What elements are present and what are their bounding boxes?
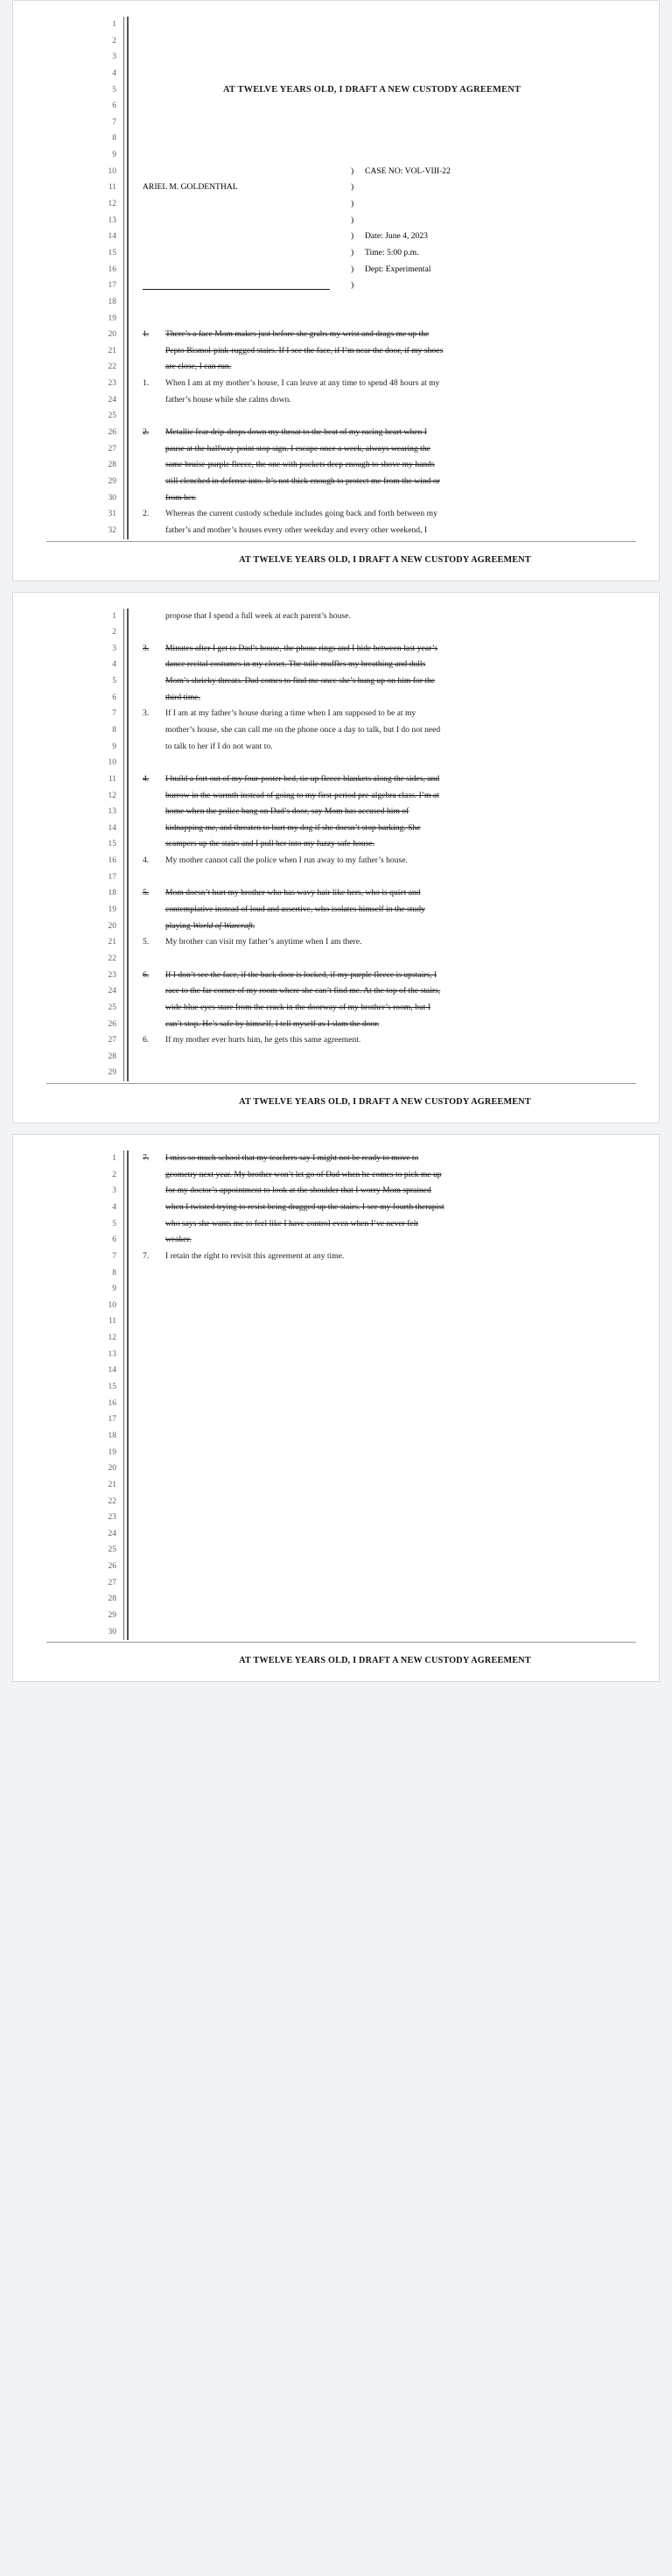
line-text: Mom doesn’t hurt my brother who has wavy hair like hers, who is quiet and bbox=[165, 888, 421, 898]
blank-line bbox=[143, 1510, 633, 1526]
blank-line bbox=[143, 17, 633, 33]
caption-party bbox=[143, 229, 351, 245]
struck-paragraph-line bbox=[143, 771, 633, 788]
line-number: 17 bbox=[108, 872, 116, 882]
blank-line bbox=[143, 1281, 633, 1298]
line-text: same bruise-purple fleece, the one with pockets deep enough to shove my hands bbox=[165, 460, 435, 470]
blank-line bbox=[143, 1494, 633, 1510]
agreement-paragraph-line bbox=[143, 722, 633, 739]
line-number: 2 bbox=[112, 628, 116, 637]
caption-detail: Time: 5:00 p.m. bbox=[365, 247, 419, 257]
line-number: 9 bbox=[112, 1284, 116, 1294]
line-text: weaker. bbox=[165, 1235, 192, 1245]
line-number: 15 bbox=[108, 840, 116, 849]
line-number: 30 bbox=[108, 1627, 116, 1636]
list-number: 6. bbox=[143, 1035, 150, 1045]
line-text: If my mother ever hurts him, he gets this same agreement. bbox=[165, 1035, 361, 1045]
caption-detail: Date: June 4, 2023 bbox=[365, 231, 428, 242]
line-number: 8 bbox=[112, 725, 116, 735]
line-number: 18 bbox=[108, 889, 116, 898]
caption-party: ARIEL M. GOLDENTHAL bbox=[143, 182, 238, 193]
line-number: 14 bbox=[108, 823, 116, 833]
blank-line bbox=[143, 1330, 633, 1347]
pleading-rule-outer bbox=[123, 609, 124, 1082]
line-text: are close, I can run. bbox=[165, 362, 232, 372]
line-number: 17 bbox=[108, 281, 116, 291]
blank-line bbox=[143, 1624, 633, 1641]
struck-paragraph-line bbox=[143, 1151, 633, 1167]
line-number-gutter bbox=[32, 17, 120, 539]
line-number: 29 bbox=[108, 1068, 116, 1078]
line-number: 27 bbox=[108, 1036, 116, 1045]
line-text: for my doctor’s appointment to look at the shoulder that I worry Mom sprained bbox=[165, 1186, 431, 1196]
struck-paragraph-line bbox=[143, 918, 633, 935]
agreement-paragraph-line bbox=[143, 706, 633, 722]
pleading-rule-outer bbox=[123, 1151, 124, 1640]
caption-party bbox=[143, 278, 351, 294]
line-text: My brother can visit my father’s anytime when I am there. bbox=[165, 937, 362, 947]
list-number: 5. bbox=[143, 888, 150, 898]
line-text: Pepto Bismol-pink-rugged stairs. If I see the face, if I’m near the door, if my shoes bbox=[165, 345, 444, 355]
struck-paragraph-line bbox=[143, 788, 633, 805]
caption-detail bbox=[365, 196, 633, 213]
line-number: 10 bbox=[108, 166, 116, 176]
struck-paragraph-line bbox=[143, 425, 633, 441]
blank-line bbox=[143, 98, 633, 115]
line-number: 13 bbox=[108, 215, 116, 225]
line-text: My mother cannot call the police when I run away to my father’s house. bbox=[165, 855, 408, 866]
caption-party bbox=[143, 213, 351, 229]
line-number: 24 bbox=[108, 987, 116, 996]
list-number: 1. bbox=[143, 329, 150, 340]
pleading-rule-inner bbox=[127, 17, 129, 539]
line-number: 15 bbox=[108, 248, 116, 257]
line-number: 4 bbox=[112, 1203, 116, 1212]
blank-line bbox=[143, 1559, 633, 1575]
footer-title: AT TWELVE YEARS OLD, I DRAFT A NEW CUSTODY AGREEMENT bbox=[239, 1656, 531, 1666]
agreement-paragraph-line bbox=[143, 523, 633, 539]
struck-paragraph-line bbox=[143, 457, 633, 474]
caption-row bbox=[143, 196, 633, 213]
blank-line bbox=[143, 1347, 633, 1363]
line-text: scampers up the stairs and I pull her into my fuzzy safe house. bbox=[165, 839, 374, 849]
caption-party bbox=[143, 196, 351, 213]
blank-line bbox=[143, 1362, 633, 1379]
line-number: 2 bbox=[112, 1170, 116, 1179]
pleading-rule-inner bbox=[127, 609, 129, 1082]
struck-paragraph-line bbox=[143, 690, 633, 707]
blank-line bbox=[143, 1313, 633, 1330]
footer-title: AT TWELVE YEARS OLD, I DRAFT A NEW CUSTODY AGREEMENT bbox=[239, 554, 531, 565]
list-number: 7. bbox=[143, 1153, 150, 1164]
line-text: race to the far corner of my room where she can’t find me. At the top of the stairs, bbox=[165, 986, 441, 996]
line-text: When I am at my mother’s house, I can leave at any time to spend 48 hours at my bbox=[165, 378, 440, 389]
line-text: from her. bbox=[165, 492, 197, 503]
list-number: 4. bbox=[143, 855, 150, 866]
line-text: If I don’t see the face, if the back door is locked, if my purple fleece is upstairs, I bbox=[165, 969, 438, 980]
blank-line bbox=[143, 1411, 633, 1428]
line-number: 13 bbox=[108, 807, 116, 817]
line-number: 25 bbox=[108, 412, 116, 421]
page-footer bbox=[32, 1642, 640, 1669]
page-inner bbox=[32, 1151, 640, 1640]
blank-line bbox=[143, 1477, 633, 1494]
line-text: dance recital costumes in my closet. The tulle muffles my breathing and dulls bbox=[165, 659, 426, 670]
line-text: geometry next year. My brother won’t let go of Dad when he comes to pick me up bbox=[165, 1169, 442, 1179]
caption-detail: Dept: Experimental bbox=[365, 264, 431, 274]
line-text: when I twisted trying to resist being dragged up the stairs. I see my fourth therapist bbox=[165, 1202, 444, 1212]
caption-underline bbox=[143, 278, 330, 290]
line-number: 13 bbox=[108, 1349, 116, 1359]
blank-line bbox=[143, 66, 633, 82]
line-number: 23 bbox=[108, 1513, 116, 1523]
page-title: AT TWELVE YEARS OLD, I DRAFT A NEW CUSTODY AGREEMENT bbox=[223, 84, 522, 95]
line-number: 15 bbox=[108, 1383, 116, 1392]
line-text: propose that I spend a full week at each parent’s house. bbox=[165, 610, 351, 621]
blank-line bbox=[143, 1608, 633, 1624]
line-number: 14 bbox=[108, 1366, 116, 1376]
blank-line bbox=[143, 1049, 633, 1066]
caption-detail bbox=[365, 179, 633, 196]
line-number: 1 bbox=[112, 20, 116, 29]
line-number: 23 bbox=[108, 970, 116, 980]
line-number: 5 bbox=[112, 1219, 116, 1228]
struck-paragraph-line bbox=[143, 885, 633, 902]
line-text: third time. bbox=[165, 692, 200, 702]
page-inner bbox=[32, 17, 640, 539]
line-text: kidnapping me, and threaten to hurt my dog if she doesn’t stop barking. She bbox=[165, 822, 421, 833]
line-number: 11 bbox=[108, 1317, 116, 1327]
blank-line bbox=[143, 1298, 633, 1314]
line-number: 6 bbox=[112, 102, 116, 111]
line-text: If I am at my father’s house during a time when I am supposed to be at my bbox=[165, 708, 416, 719]
caption-paren: ) bbox=[351, 264, 354, 274]
line-number: 8 bbox=[112, 134, 116, 144]
blank-line bbox=[143, 1526, 633, 1543]
line-number: 32 bbox=[108, 525, 116, 535]
blank-line bbox=[143, 1065, 633, 1081]
blank-line bbox=[143, 624, 633, 641]
struck-paragraph-line bbox=[143, 327, 633, 343]
line-number: 25 bbox=[108, 1003, 116, 1012]
struck-paragraph-line bbox=[143, 1000, 633, 1017]
agreement-paragraph-line bbox=[143, 1249, 633, 1265]
line-number: 30 bbox=[108, 493, 116, 503]
line-number: 18 bbox=[108, 297, 116, 306]
agreement-paragraph-line bbox=[143, 739, 633, 756]
footer-title: AT TWELVE YEARS OLD, I DRAFT A NEW CUSTODY AGREEMENT bbox=[239, 1097, 531, 1108]
struck-paragraph-line bbox=[143, 657, 633, 673]
line-number: 7 bbox=[112, 1251, 116, 1261]
blank-line bbox=[143, 130, 633, 147]
page-inner bbox=[32, 609, 640, 1082]
pleading-page bbox=[12, 0, 660, 581]
page-body bbox=[130, 609, 640, 1082]
agreement-paragraph-line bbox=[143, 853, 633, 869]
line-number: 8 bbox=[112, 1268, 116, 1277]
line-number: 22 bbox=[108, 954, 116, 963]
caption-paren: ) bbox=[351, 215, 354, 225]
line-number: 11 bbox=[108, 774, 116, 784]
page-footer bbox=[32, 541, 640, 568]
footer-divider bbox=[46, 1083, 636, 1084]
line-number: 27 bbox=[108, 444, 116, 454]
line-number: 6 bbox=[112, 1235, 116, 1245]
line-number: 5 bbox=[112, 85, 116, 95]
line-text: who says she wants me to feel like I have control even when I’ve never felt bbox=[165, 1218, 419, 1228]
line-number: 24 bbox=[108, 395, 116, 405]
line-number: 26 bbox=[108, 1562, 116, 1572]
page-body bbox=[130, 1151, 640, 1640]
caption-row bbox=[143, 278, 633, 294]
blank-line bbox=[143, 311, 633, 327]
blank-line bbox=[143, 33, 633, 50]
blank-line bbox=[143, 1265, 633, 1282]
line-text: I retain the right to revisit this agreement at any time. bbox=[165, 1250, 345, 1261]
struck-paragraph-line bbox=[143, 1017, 633, 1033]
line-number: 21 bbox=[108, 346, 116, 355]
blank-line bbox=[143, 294, 633, 311]
struck-paragraph-line bbox=[143, 490, 633, 507]
line-number: 9 bbox=[112, 742, 116, 751]
struck-paragraph-line bbox=[143, 641, 633, 658]
line-number: 20 bbox=[108, 330, 116, 340]
line-text: to talk to her if I do not want to. bbox=[165, 741, 273, 751]
line-number: 28 bbox=[108, 1594, 116, 1604]
line-number-gutter bbox=[32, 1151, 120, 1640]
line-number: 29 bbox=[108, 476, 116, 486]
line-number: 12 bbox=[108, 1334, 116, 1343]
struck-paragraph-line bbox=[143, 1216, 633, 1233]
line-number: 10 bbox=[108, 1300, 116, 1310]
caption-party bbox=[143, 262, 351, 278]
footer-divider bbox=[46, 541, 636, 542]
line-number: 1 bbox=[112, 1154, 116, 1164]
agreement-paragraph-line bbox=[143, 1032, 633, 1049]
line-text: father’s and mother’s houses every other weekday and every other weekend, I bbox=[165, 524, 428, 535]
line-number: 19 bbox=[108, 905, 116, 915]
struck-paragraph-line bbox=[143, 804, 633, 820]
caption-row bbox=[143, 245, 633, 262]
line-number-gutter bbox=[32, 609, 120, 1082]
line-number: 12 bbox=[108, 200, 116, 209]
line-number: 28 bbox=[108, 461, 116, 470]
struck-paragraph-line bbox=[143, 441, 633, 458]
struck-paragraph-line bbox=[143, 820, 633, 837]
list-number: 4. bbox=[143, 773, 150, 784]
line-number: 31 bbox=[108, 510, 116, 519]
blank-line bbox=[143, 1379, 633, 1396]
line-number: 16 bbox=[108, 264, 116, 274]
blank-line bbox=[143, 755, 633, 771]
struck-paragraph-line bbox=[143, 673, 633, 690]
pleading-rule-outer bbox=[123, 17, 124, 539]
line-text: Whereas the current custody schedule includes going back and forth between my bbox=[165, 509, 438, 519]
line-text: I build a fort out of my four-poster bed, tie up fleece blankets along the sides, and bbox=[165, 773, 440, 784]
blank-line bbox=[143, 147, 633, 164]
line-text: Metallic fear drip-drops down my throat to the beat of my racing heart when I bbox=[165, 427, 427, 438]
struck-paragraph-line bbox=[143, 983, 633, 1000]
line-number: 23 bbox=[108, 379, 116, 389]
line-text: pause at the halfway-point stop sign. I escape once a week, always wearing the bbox=[165, 443, 430, 454]
struck-paragraph-line bbox=[143, 1183, 633, 1200]
page-footer bbox=[32, 1083, 640, 1110]
blank-line bbox=[143, 951, 633, 968]
list-number: 7. bbox=[143, 1250, 150, 1261]
line-number: 26 bbox=[108, 1019, 116, 1029]
agreement-paragraph-line bbox=[143, 609, 633, 625]
list-number: 3. bbox=[143, 643, 150, 653]
line-number: 3 bbox=[112, 53, 116, 62]
caption-paren: ) bbox=[351, 280, 354, 291]
line-text: burrow in the warmth instead of going to my first-period pre-algebra class. I’m at bbox=[165, 790, 439, 800]
caption-paren: ) bbox=[351, 182, 354, 193]
blank-line bbox=[143, 1591, 633, 1608]
caption-row bbox=[143, 262, 633, 278]
line-text: still clenched in defense into. It’s not thick enough to protect me from the wind or bbox=[165, 475, 440, 486]
caption-detail bbox=[365, 278, 633, 294]
list-number: 3. bbox=[143, 708, 150, 719]
line-text: wide blue eyes stare from the crack in the doorway of my brother’s room, but I bbox=[165, 1002, 430, 1012]
line-number: 9 bbox=[112, 151, 116, 160]
blank-line bbox=[143, 1396, 633, 1412]
agreement-paragraph-line bbox=[143, 376, 633, 392]
line-number: 10 bbox=[108, 758, 116, 768]
list-number: 2. bbox=[143, 509, 150, 519]
line-text: Mom’s shrieky threats. Dad comes to find me once she’s hung up on him for the bbox=[165, 676, 436, 686]
line-text: mother’s house, she can call me on the phone once a day to talk, but I do not need bbox=[165, 724, 441, 735]
struck-paragraph-line bbox=[143, 1167, 633, 1184]
line-number: 3 bbox=[112, 644, 116, 653]
line-text: playing World of Warcraft. bbox=[165, 920, 256, 931]
blank-line bbox=[143, 1460, 633, 1477]
list-number: 1. bbox=[143, 378, 150, 389]
line-text: can’t stop. He’s safe by himself, I tell myself as I slam the door. bbox=[165, 1018, 380, 1029]
line-number: 25 bbox=[108, 1545, 116, 1555]
line-number: 20 bbox=[108, 1464, 116, 1474]
page-body bbox=[130, 17, 640, 539]
struck-paragraph-line bbox=[143, 1232, 633, 1249]
caption-paren: ) bbox=[351, 231, 354, 242]
line-number: 29 bbox=[108, 1611, 116, 1621]
line-text: I miss so much school that my teachers say I might not be ready to move to bbox=[165, 1153, 419, 1164]
footer-divider bbox=[46, 1642, 636, 1643]
line-number: 27 bbox=[108, 1578, 116, 1587]
blank-line bbox=[143, 1575, 633, 1592]
line-number: 19 bbox=[108, 1447, 116, 1457]
struck-paragraph-line bbox=[143, 902, 633, 918]
blank-line bbox=[143, 49, 633, 66]
struck-paragraph-line bbox=[143, 359, 633, 376]
blank-line bbox=[143, 869, 633, 886]
line-number: 7 bbox=[112, 709, 116, 719]
caption-party bbox=[143, 245, 351, 262]
blank-line bbox=[143, 115, 633, 131]
line-number: 18 bbox=[108, 1431, 116, 1440]
caption-row bbox=[143, 179, 633, 196]
line-number: 14 bbox=[108, 232, 116, 242]
struck-paragraph-line bbox=[143, 343, 633, 360]
caption-paren: ) bbox=[351, 247, 354, 257]
struck-paragraph-line bbox=[143, 1200, 633, 1216]
list-number: 5. bbox=[143, 937, 150, 947]
pleading-rule-inner bbox=[127, 1151, 129, 1640]
caption-detail bbox=[365, 213, 633, 229]
line-text: contemplative instead of loud and assertive, who isolates himself in the study bbox=[165, 904, 425, 915]
italic-title: World of Warcraft. bbox=[192, 920, 256, 931]
line-number: 3 bbox=[112, 1186, 116, 1196]
line-number: 7 bbox=[112, 117, 116, 127]
caption-party bbox=[143, 164, 351, 180]
line-number: 12 bbox=[108, 791, 116, 800]
caption-row bbox=[143, 229, 633, 245]
pleading-page bbox=[12, 1134, 660, 1682]
line-number: 28 bbox=[108, 1052, 116, 1061]
line-number: 11 bbox=[108, 183, 116, 193]
struck-paragraph-line bbox=[143, 474, 633, 490]
line-number: 26 bbox=[108, 428, 116, 438]
line-number: 24 bbox=[108, 1529, 116, 1538]
line-text: There’s a face Mom makes just before she grabs my wrist and drags me up the bbox=[165, 329, 430, 340]
blank-line bbox=[143, 1445, 633, 1461]
line-number: 19 bbox=[108, 313, 116, 323]
line-text: home when the police bang on Dad’s door, say Mom has accused him of bbox=[165, 806, 410, 817]
line-number: 16 bbox=[108, 1398, 116, 1408]
caption-detail: CASE NO: VOL-VIII-22 bbox=[365, 165, 451, 176]
line-number: 21 bbox=[108, 938, 116, 947]
pleading-page bbox=[12, 592, 660, 1124]
blank-line bbox=[143, 408, 633, 425]
line-number: 22 bbox=[108, 362, 116, 372]
line-number: 17 bbox=[108, 1415, 116, 1425]
list-number: 6. bbox=[143, 969, 150, 980]
line-number: 20 bbox=[108, 921, 116, 931]
line-text: Minutes after I get to Dad’s house, the phone rings and I hide between last year’s bbox=[165, 643, 438, 653]
caption-row bbox=[143, 213, 633, 229]
line-number: 21 bbox=[108, 1480, 116, 1489]
struck-paragraph-line bbox=[143, 968, 633, 984]
line-number: 5 bbox=[112, 677, 116, 686]
caption-paren: ) bbox=[351, 199, 354, 209]
line-number: 1 bbox=[112, 611, 116, 621]
caption-row bbox=[143, 164, 633, 180]
line-number: 4 bbox=[112, 68, 116, 78]
line-number: 16 bbox=[108, 856, 116, 866]
agreement-paragraph-line bbox=[143, 392, 633, 409]
blank-line bbox=[143, 1542, 633, 1559]
agreement-paragraph-line bbox=[143, 934, 633, 951]
line-number: 2 bbox=[112, 36, 116, 46]
struck-paragraph-line bbox=[143, 836, 633, 853]
line-number: 22 bbox=[108, 1496, 116, 1506]
line-number: 4 bbox=[112, 660, 116, 670]
line-text: father’s house while she calms down. bbox=[165, 394, 291, 405]
line-number: 6 bbox=[112, 693, 116, 702]
caption-paren: ) bbox=[351, 165, 354, 176]
list-number: 2. bbox=[143, 427, 150, 438]
agreement-paragraph-line bbox=[143, 506, 633, 523]
blank-line bbox=[143, 1428, 633, 1445]
